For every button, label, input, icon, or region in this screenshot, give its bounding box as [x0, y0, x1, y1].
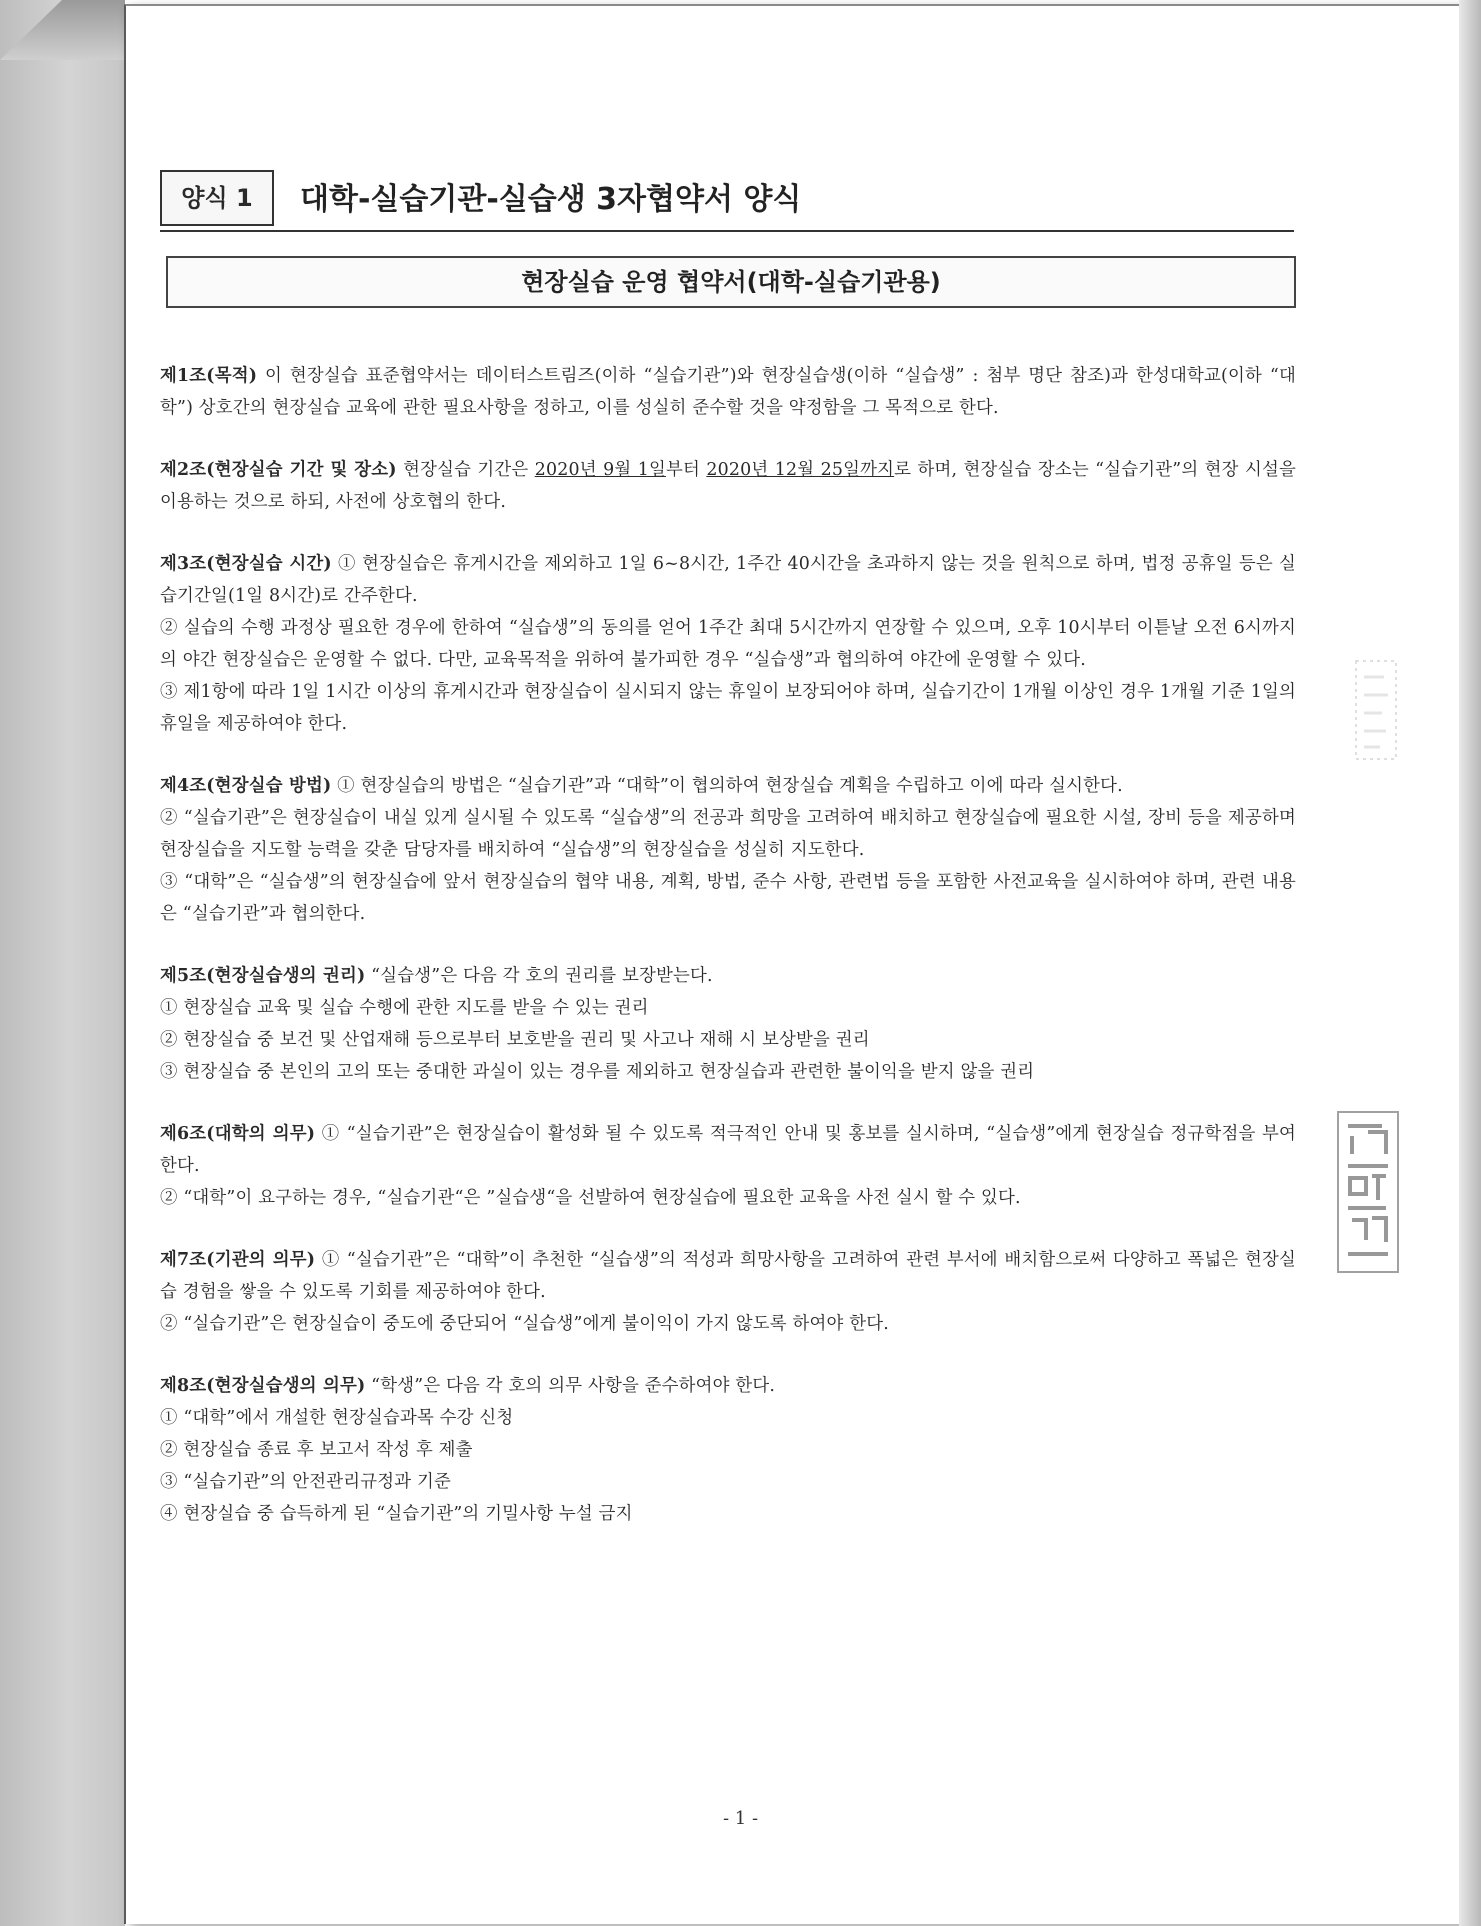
- article-2-para: [160, 454, 1296, 518]
- article-text: ① 현장실습의 방법은 “실습기관”과 “대학”이 협의하여 현장실습 계획을 수립하고 이에 따라 실시한다.: [337, 776, 1123, 796]
- article-title: 제4조(현장실습 방법): [160, 776, 332, 796]
- article-3-para-3: ③ 제1항에 따라 1일 1시간 이상의 휴게시간과 현장실습이 실시되지 않는 휴일이 보장되어야 하며, 실습기간이 1개월 이상인 경우 1개월 기준 1일의 휴일을 제공하여야 한다.: [160, 682, 1296, 734]
- article-8-item-2: ② 현장실습 종료 후 보고서 작성 후 제출: [160, 1440, 473, 1460]
- seal-stamp: [1332, 1108, 1402, 1278]
- article-8: [160, 1370, 1296, 1530]
- article-8-item-1: ① “대학”에서 개설한 현장실습과목 수강 신청: [160, 1408, 514, 1428]
- start-date: 2020년 9월 1일: [534, 460, 666, 480]
- article-text: “실습생”은 다음 각 호의 권리를 보장받는다.: [371, 966, 713, 986]
- faint-seal-stamp: [1350, 655, 1398, 765]
- form-title: 대학-실습기관-실습생 3자협약서 양식: [300, 182, 802, 217]
- article-text: 현장실습 기간은: [403, 460, 535, 480]
- article-6-para-2: ② “대학”이 요구하는 경우, “실습기관“은 ”실습생“을 선발하여 현장실습에 필요한 교육을 사전 실시 할 수 있다.: [160, 1188, 1021, 1208]
- article-7-para-2: ② “실습기관”은 현장실습이 중도에 중단되어 “실습생”에게 불이익이 가지 않도록 하여야 한다.: [160, 1314, 889, 1334]
- article-7-para-1: [160, 1244, 1296, 1308]
- article-5: [160, 960, 1296, 1088]
- article-text: 로 하며, 현장실습 장소는 “실습기관”의 현장 시설을 이용하는 것으로 하되, 사전에 상호협의 한다.: [160, 460, 1297, 512]
- article-title: 제1조(목적): [160, 366, 258, 386]
- article-5-item-3: ③ 현장실습 중 본인의 고의 또는 중대한 과실이 있는 경우를 제외하고 현장실습과 관련한 불이익을 받지 않을 권리: [160, 1062, 1035, 1082]
- page-edge: [1459, 0, 1481, 1926]
- article-text: 부터: [666, 460, 707, 480]
- article-4-para-2: ② “실습기관”은 현장실습이 내실 있게 실시될 수 있도록 “실습생”의 전공과 희망을 고려하여 배치하고 현장실습에 필요한 시설, 장비 등을 제공하며 현장실습을 지도할 능력을 갖춘 담당자를 배치하여 “실습생”의 현장실습을 성실히 지도한다.: [160, 808, 1296, 860]
- article-2: [160, 454, 1296, 518]
- article-4-para-1: [160, 770, 1296, 802]
- article-title: 제8조(현장실습생의 의무): [160, 1376, 366, 1396]
- article-text: “학생”은 다음 각 호의 의무 사항을 준수하여야 한다.: [371, 1376, 776, 1396]
- form-tag: 양식 1: [160, 170, 274, 226]
- article-4-para-3: ③ “대학”은 “실습생”의 현장실습에 앞서 현장실습의 협약 내용, 계획, 방법, 준수 사항, 관련법 등을 포함한 사전교육을 실시하여야 하며, 관련 내용은 “실습기관”과 협의한다.: [160, 872, 1296, 924]
- article-4: [160, 770, 1296, 930]
- article-8-item-3: ③ “실습기관”의 안전관리규정과 기준: [160, 1472, 451, 1492]
- article-5-item-1: ① 현장실습 교육 및 실습 수행에 관한 지도를 받을 수 있는 권리: [160, 998, 649, 1018]
- articles: [160, 360, 1296, 1560]
- article-title: 제3조(현장실습 시간): [160, 554, 332, 574]
- article-6-para-1: [160, 1118, 1296, 1182]
- article-3: [160, 548, 1296, 740]
- article-5-para-1: [160, 960, 1296, 992]
- page-number: - 1 -: [722, 1808, 759, 1829]
- article-text: 이 현장실습 표준협약서는 데이터스트림즈(이하 “실습기관”)와 현장실습생(이하 “실습생” : 첨부 명단 참조)과 한성대학교(이하 “대학”) 상호간의 현장실습 교육에 관한 필요사항을 정하고, 이를 성실히 준수할 것을 약정함을 그 목적으로 한다.: [160, 366, 1296, 418]
- article-5-item-2: ② 현장실습 중 보건 및 산업재해 등으로부터 보호받을 권리 및 사고나 재해 시 보상받을 권리: [160, 1030, 870, 1050]
- form-header: [160, 170, 1294, 232]
- article-text: ① “실습기관”은 “대학”이 추천한 “실습생”의 적성과 희망사항을 고려하여 관련 부서에 배치함으로써 다양하고 폭넓은 현장실습 경험을 쌓을 수 있도록 기회를 제공하여야 한다.: [160, 1250, 1296, 1302]
- book-spine: [0, 0, 125, 1926]
- article-3-para-2: ② 실습의 수행 과정상 필요한 경우에 한하여 “실습생”의 동의를 얻어 1주간 최대 5시간까지 연장할 수 있으며, 오후 10시부터 이튿날 오전 6시까지의 야간 현장실습은 운영할 수 없다. 다만, 교육목적을 위하여 불가피한 경우 “실습생”과 협의하여 야간에 운영할 수 있다.: [160, 618, 1296, 670]
- article-6: [160, 1118, 1296, 1214]
- document-title: 현장실습 운영 협약서(대학-실습기관용): [166, 256, 1296, 308]
- article-8-para-1: [160, 1370, 1296, 1402]
- article-8-item-4: ④ 현장실습 중 습득하게 된 “실습기관”의 기밀사항 누설 금지: [160, 1504, 633, 1524]
- article-title: 제6조(대학의 의무): [160, 1124, 316, 1144]
- article-title: 제2조(현장실습 기간 및 장소): [160, 460, 397, 480]
- article-3-para-1: [160, 548, 1296, 612]
- end-date: 2020년 12월 25일까지: [706, 460, 895, 480]
- article-1-para: [160, 360, 1296, 424]
- article-7: [160, 1244, 1296, 1340]
- article-text: ① “실습기관”은 현장실습이 활성화 될 수 있도록 적극적인 안내 및 홍보를 실시하며, “실습생”에게 현장실습 정규학점을 부여한다.: [160, 1124, 1296, 1176]
- article-title: 제5조(현장실습생의 권리): [160, 966, 366, 986]
- article-text: ① 현장실습은 휴게시간을 제외하고 1일 6~8시간, 1주간 40시간을 초과하지 않는 것을 원칙으로 하며, 법정 공휴일 등은 실습기간일(1일 8시간)로 간주한다.: [160, 554, 1296, 606]
- article-1: [160, 360, 1296, 424]
- article-title: 제7조(기관의 의무): [160, 1250, 316, 1270]
